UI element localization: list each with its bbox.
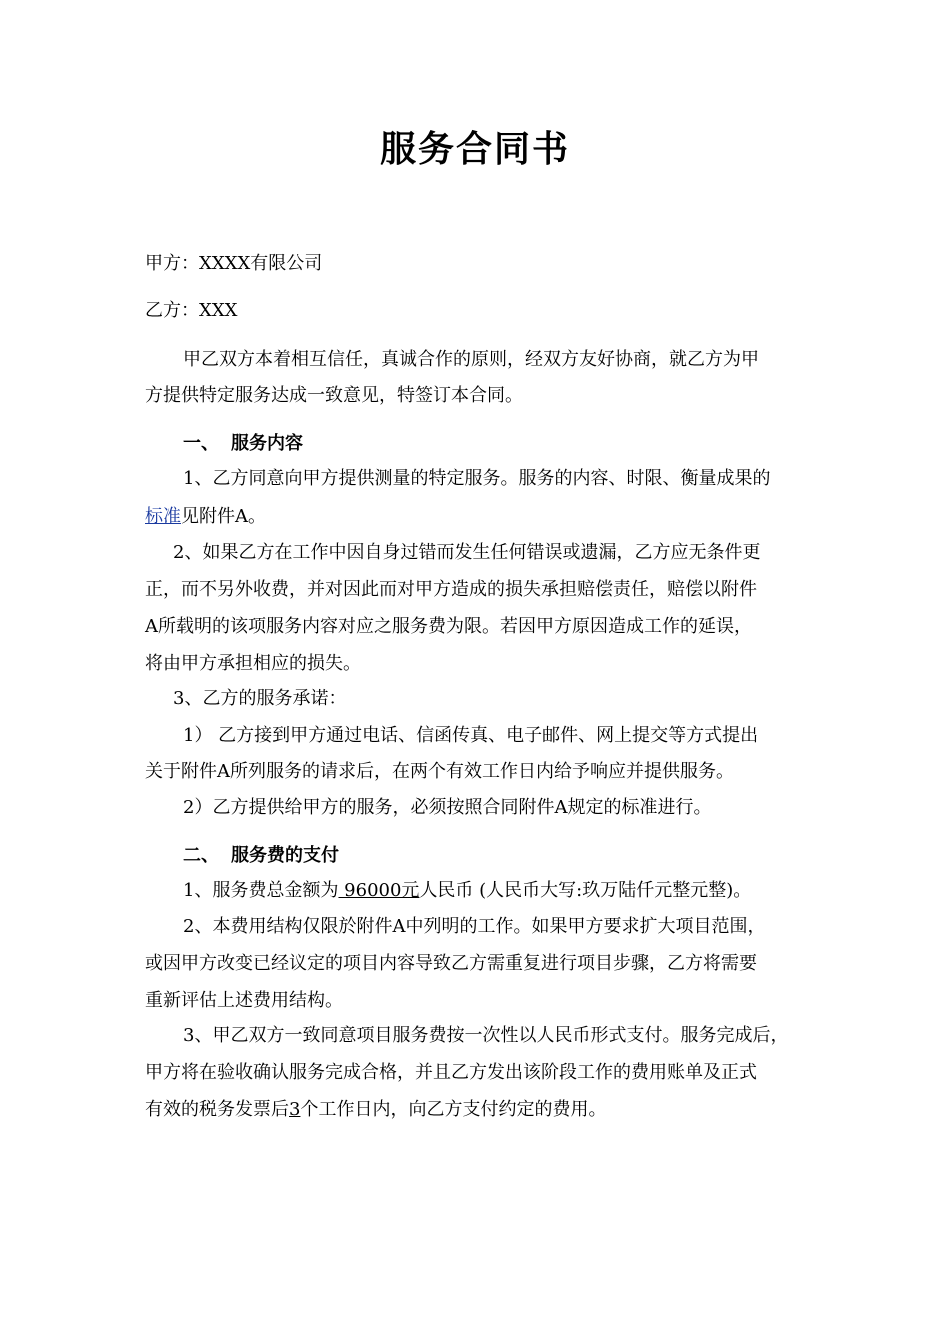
s2-item3-line-3-prefix: 有效的税务发票后 bbox=[145, 1099, 289, 1120]
s2-item2-line-3: 重新评估上述费用结构。 bbox=[145, 990, 343, 1011]
party-a: 甲方：XXXX有限公司 bbox=[145, 253, 323, 274]
s1-item2-line-1: 2、如果乙方在工作中因自身过错而发生任何错误或遗漏，乙方应无条件更 bbox=[173, 542, 761, 563]
section-2-title: 服务费的支付 bbox=[231, 845, 339, 866]
s2-item3-line-1: 3、甲乙双方一致同意项目服务费按一次性以人民币形式支付。服务完成后， bbox=[183, 1025, 789, 1046]
s2-item1-prefix: 1、服务费总金额为 bbox=[183, 880, 339, 901]
section-2-heading bbox=[183, 843, 339, 869]
s2-item3-line-3 bbox=[145, 1097, 606, 1123]
s1-sub1-line-2: 关于附件A所列服务的请求后，在两个有效工作日内给予响应并提供服务。 bbox=[145, 761, 734, 782]
service-fee-amount: 96000元 bbox=[338, 880, 420, 901]
intro-line-1: 甲乙双方本着相互信任，真诚合作的原则，经双方友好协商，就乙方为甲 bbox=[183, 349, 759, 370]
s2-item1-suffix: 人民币 (人民币大写:玖万陆仟元整元整)。 bbox=[419, 880, 752, 901]
s1-sub1-line-1: 1） 乙方接到甲方通过电话、信函传真、电子邮件、网上提交等方式提出 bbox=[183, 725, 759, 746]
party-b: 乙方：XXX bbox=[145, 300, 238, 321]
s1-item1-line-2 bbox=[145, 504, 266, 530]
s2-item2-line-2: 或因甲方改变已经议定的项目内容导致乙方需重复进行项目步骤，乙方将需要 bbox=[145, 953, 757, 974]
s2-item2-line-1: 2、本费用结构仅限於附件A中列明的工作。如果甲方要求扩大项目范围， bbox=[183, 916, 766, 937]
s1-sub2: 2）乙方提供给甲方的服务，必须按照合同附件A规定的标准进行。 bbox=[183, 797, 712, 818]
s1-item3: 3、乙方的服务承诺： bbox=[173, 688, 347, 709]
section-2-number: 二、 bbox=[183, 845, 219, 866]
s2-item3-line-3-suffix: 个工作日内，向乙方支付约定的费用。 bbox=[300, 1099, 607, 1120]
intro-line-2: 方提供特定服务达成一致意见，特签订本合同。 bbox=[145, 385, 523, 406]
section-1-number: 一、 bbox=[183, 433, 219, 454]
s2-item1 bbox=[183, 878, 751, 904]
section-1-title: 服务内容 bbox=[231, 433, 303, 454]
s1-item2-line-4: 将由甲方承担相应的损失。 bbox=[145, 653, 361, 674]
payment-days: 3 bbox=[289, 1099, 301, 1120]
s1-item1-line-2-rest: 见附件A。 bbox=[181, 506, 266, 527]
document-title: 服务合同书 bbox=[379, 129, 570, 170]
s1-item2-line-2: 正，而不另外收费，并对因此而对甲方造成的损失承担赔偿责任，赔偿以附件 bbox=[145, 579, 757, 600]
s2-item3-line-2: 甲方将在验收确认服务完成合格，并且乙方发出该阶段工作的费用账单及正式 bbox=[145, 1062, 757, 1083]
s1-item1-line-1: 1、乙方同意向甲方提供测量的特定服务。服务的内容、时限、衡量成果的 bbox=[183, 468, 771, 489]
s1-item2-line-3: A所载明的该项服务内容对应之服务费为限。若因甲方原因造成工作的延误， bbox=[145, 616, 752, 637]
section-1-heading bbox=[183, 431, 303, 457]
standard-link[interactable]: 标准 bbox=[145, 506, 181, 527]
